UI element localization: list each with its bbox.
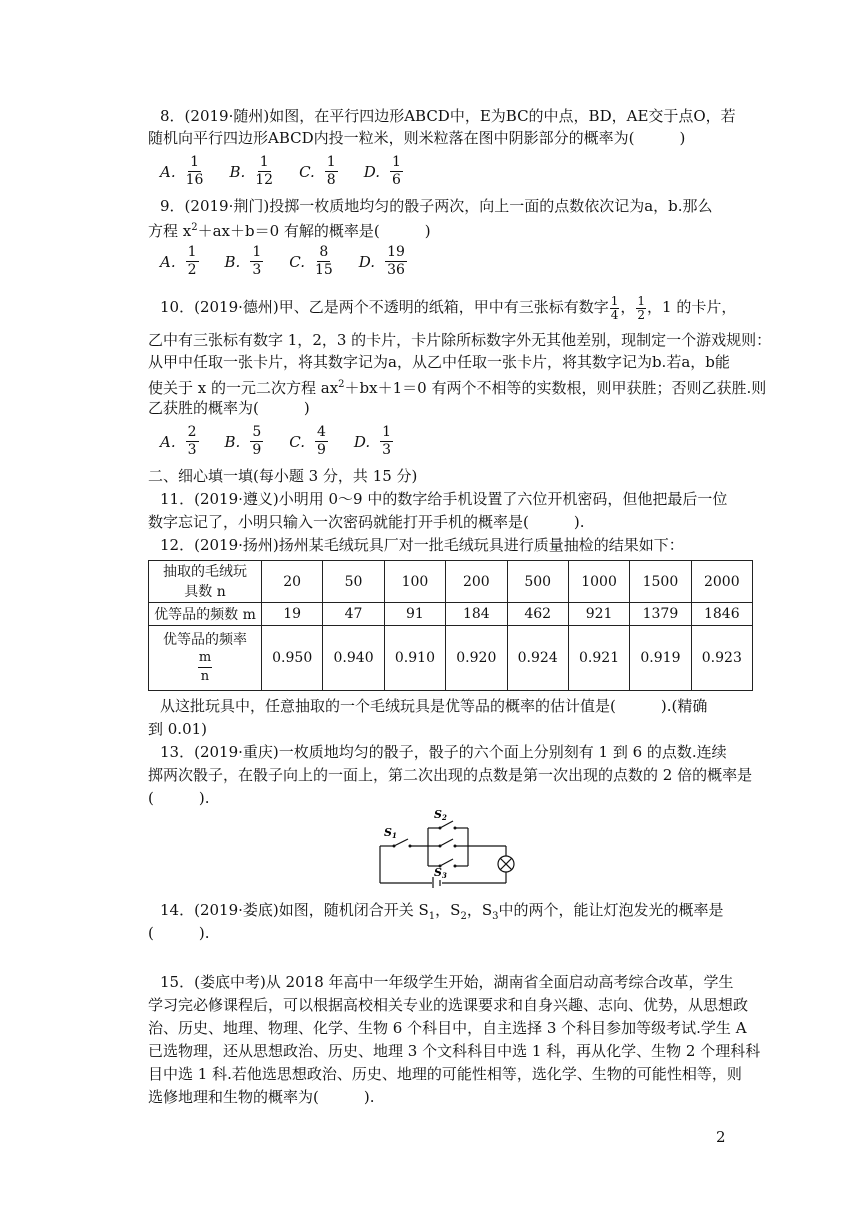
table-cell: 1379	[630, 603, 691, 626]
table-cell: 0.924	[507, 626, 568, 691]
fraction	[380, 424, 393, 459]
denominator: 9	[252, 442, 262, 458]
table-cell: 91	[384, 603, 445, 626]
option-label: C.	[299, 162, 315, 181]
q14-line2: ( ).	[148, 924, 210, 942]
numerator: 1	[391, 154, 401, 170]
q8-option-a	[160, 154, 203, 189]
table-cell: 1500	[630, 561, 691, 603]
denominator: 12	[255, 172, 274, 188]
fraction	[390, 154, 403, 189]
denominator: 3	[382, 442, 392, 458]
table-cell: 462	[507, 603, 568, 626]
q9-option-c	[289, 244, 333, 279]
numerator: 1	[252, 244, 262, 260]
denominator: n	[200, 668, 210, 684]
numerator: 1	[382, 424, 392, 440]
q11-line1: 11．(2019·遵义)小明用 0～9 中的数字给手机设置了六位开机密码，但他把最后一位	[160, 490, 728, 508]
denominator: 16	[185, 172, 204, 188]
q8-option-b	[229, 154, 273, 189]
fraction	[250, 244, 263, 279]
q10-line3: 从甲中任取一张卡片，将其数字记为a，从乙中任取一张卡片，将其数字记为b.若a，b能	[148, 353, 730, 371]
numerator: 8	[319, 244, 329, 260]
option-label: A.	[160, 162, 176, 181]
table-cell: 0.910	[384, 626, 445, 691]
q15-line4: 已选物理，还从思想政治、历史、地理 3 个文科科目中选 1 科，再从化学、生物 2 个理科科	[148, 1042, 761, 1060]
switch-s2-label: S2	[434, 808, 447, 822]
numerator: 19	[387, 244, 405, 260]
text: 优等品的频率	[163, 631, 247, 648]
table-cell: 1846	[691, 603, 752, 626]
q10-option-d	[354, 424, 393, 459]
q12-intro: 12．(2019·扬州)扬州某毛绒玩具厂对一批毛绒玩具进行质量抽检的结果如下：	[160, 536, 684, 554]
q14-line1	[160, 900, 723, 927]
row-header	[149, 561, 262, 603]
q10-line1	[160, 292, 736, 322]
text: 中的两个，能让灯泡发光的概率是	[498, 901, 724, 919]
option-label: B.	[224, 432, 241, 451]
option-label: C.	[289, 432, 305, 451]
row-header: 优等品的频数 m	[149, 603, 262, 626]
fraction	[610, 295, 620, 322]
subscript: 1	[428, 911, 436, 922]
fraction	[186, 424, 199, 459]
text: 抽取的毛绒玩	[163, 563, 247, 580]
fraction	[250, 424, 263, 459]
q15-line3: 治、历史、地理、物理、化学、生物 6 个科目中，自主选择 3 个科目参加等级考试.学生 A	[148, 1019, 747, 1037]
table-cell: 20	[262, 561, 323, 603]
numerator: 4	[316, 424, 326, 440]
table-cell: 0.940	[323, 626, 384, 691]
option-label: A.	[160, 252, 176, 271]
table-cell: 184	[446, 603, 507, 626]
denominator: 9	[316, 442, 326, 458]
table-cell: 921	[568, 603, 629, 626]
fraction	[325, 154, 338, 189]
switch-s1-label: S1	[384, 826, 397, 840]
numerator: 1	[326, 154, 336, 170]
q10-line5: 乙获胜的概率为( )	[148, 399, 310, 417]
denominator: 36	[387, 262, 405, 278]
text: 方程 x	[148, 222, 192, 240]
q9-option-d	[359, 244, 407, 279]
table-cell: 0.923	[691, 626, 752, 691]
text: 14．(2019·娄底)如图，随机闭合开关 S	[160, 901, 429, 919]
denominator: 3	[252, 262, 262, 278]
table-row	[149, 561, 753, 603]
table-cell: 0.950	[262, 626, 323, 691]
q10-options	[160, 424, 419, 459]
q15-line2: 学习完必修课程后，可以根据高校相关专业的选课要求和自身兴趣、志向、优势，从思想政	[148, 996, 749, 1014]
option-label: A.	[160, 432, 176, 451]
text: 10．(2019·德州)甲、乙是两个不透明的纸箱，甲中有三张标有数字	[160, 298, 609, 316]
q12-after2: 到 0.01)	[148, 720, 208, 738]
table-cell: 500	[507, 561, 568, 603]
denominator: 8	[326, 172, 336, 188]
numerator: 1	[190, 154, 199, 170]
row-header	[149, 626, 262, 691]
superscript: 2	[338, 379, 345, 390]
numerator: 1	[187, 244, 197, 260]
q10-option-c	[289, 424, 328, 459]
text: ＋ax＋b＝0 有解的概率是( )	[197, 222, 431, 240]
numerator: 1	[610, 293, 619, 308]
fraction	[198, 649, 212, 686]
switch-s3-label: S3	[434, 866, 447, 880]
option-label: D.	[358, 252, 376, 271]
text: ，S	[466, 901, 493, 919]
option-label: B.	[229, 162, 246, 181]
fraction	[186, 154, 204, 189]
q10-line2: 乙中有三张标有数字 1，2，3 的卡片，卡片除所标数字外无其他差别，现制定一个游戏规则：	[148, 331, 772, 349]
text: 具数 n	[184, 583, 226, 600]
table-cell: 19	[262, 603, 323, 626]
text: 使关于 x 的一元二次方程 ax	[148, 379, 339, 397]
q15-line5: 目中选 1 科.若他选思想政治、历史、地理的可能性相等，选化学、生物的可能性相等，则	[148, 1065, 742, 1083]
denominator: 2	[187, 262, 197, 278]
q11-line2: 数字忘记了，小明只输入一次密码就能打开手机的概率是( ).	[148, 513, 585, 531]
fraction	[315, 244, 333, 279]
section-heading: 二、细心填一填(每小题 3 分，共 15 分)	[148, 467, 418, 485]
quality-table	[148, 560, 753, 691]
text: ，	[620, 298, 636, 316]
option-label: D.	[363, 162, 380, 181]
table-cell: 0.921	[568, 626, 629, 691]
fraction	[186, 244, 199, 279]
numerator: 5	[252, 424, 262, 440]
option-label: B.	[224, 252, 241, 271]
option-label: D.	[353, 432, 371, 451]
q13-line1: 13．(2019·重庆)一枚质地均匀的骰子，骰子的六个面上分别刻有 1 到 6 的点数.连续	[160, 743, 727, 761]
subscript: 2	[460, 911, 467, 922]
fraction	[315, 424, 328, 459]
subscript: 3	[492, 911, 499, 922]
table-cell: 2000	[691, 561, 752, 603]
text: ，1 的卡片，	[647, 298, 737, 316]
q8-option-d	[364, 154, 403, 189]
q15-line1: 15．(娄底中考)从 2018 年高中一年级学生开始，湖南省全面启动高考综合改革，学生	[160, 973, 734, 991]
numerator: 1	[637, 293, 646, 308]
table-cell: 1000	[568, 561, 629, 603]
numerator: 2	[187, 424, 197, 440]
q13-line2: 掷两次骰子，在骰子向上的一面上，第二次出现的点数是第一次出现的点数的 2 倍的概率是	[148, 766, 753, 784]
table-cell: 0.920	[446, 626, 507, 691]
denominator: 2	[637, 307, 646, 322]
q10-option-b	[225, 424, 264, 459]
circuit-diagram	[370, 806, 520, 888]
q8-line1: 8．(2019·随州)如图，在平行四边形ABCD中，E为BC的中点，BD，AE交于点O，若	[160, 107, 736, 125]
page-number: 2	[716, 1128, 726, 1146]
q15-line6: 选修地理和生物的概率为( ).	[148, 1088, 375, 1106]
denominator: 3	[187, 442, 197, 458]
numerator: m	[198, 649, 212, 668]
denominator: 6	[391, 172, 401, 188]
option-label: C.	[289, 252, 305, 271]
fraction	[385, 244, 407, 279]
text: ，S	[435, 901, 461, 919]
text: ＋bx＋1＝0 有两个不相等的实数根，则甲获胜；否则乙获胜.则	[344, 379, 767, 397]
q13-line3: ( ).	[148, 789, 210, 807]
q9-option-b	[225, 244, 264, 279]
numerator: 1	[259, 154, 269, 170]
table-cell: 0.919	[630, 626, 691, 691]
table-cell: 200	[446, 561, 507, 603]
table-cell: 100	[384, 561, 445, 603]
table-row	[149, 626, 753, 691]
table-cell: 47	[323, 603, 384, 626]
fraction	[255, 154, 273, 189]
q8-option-c	[299, 154, 338, 189]
superscript: 2	[191, 222, 198, 233]
q9-line1: 9．(2019·荆门)投掷一枚质地均匀的骰子两次，向上一面的点数依次记为a，b.那么	[160, 197, 713, 215]
q9-option-a	[160, 244, 199, 279]
table-row	[149, 603, 753, 626]
denominator: 15	[314, 262, 333, 278]
q8-line2: 随机向平行四边形ABCD内投一粒米，则米粒落在图中阴影部分的概率为( )	[148, 129, 686, 147]
q8-options	[160, 154, 429, 189]
denominator: 4	[610, 307, 619, 322]
q9-options	[160, 244, 433, 279]
q9-line2	[148, 218, 431, 241]
fraction	[636, 295, 646, 322]
q10-option-a	[160, 424, 199, 459]
q10-line4	[148, 375, 766, 398]
table-cell: 50	[323, 561, 384, 603]
q12-after1: 从这批玩具中，任意抽取的一个毛绒玩具是优等品的概率的估计值是( ).(精确	[160, 697, 708, 715]
